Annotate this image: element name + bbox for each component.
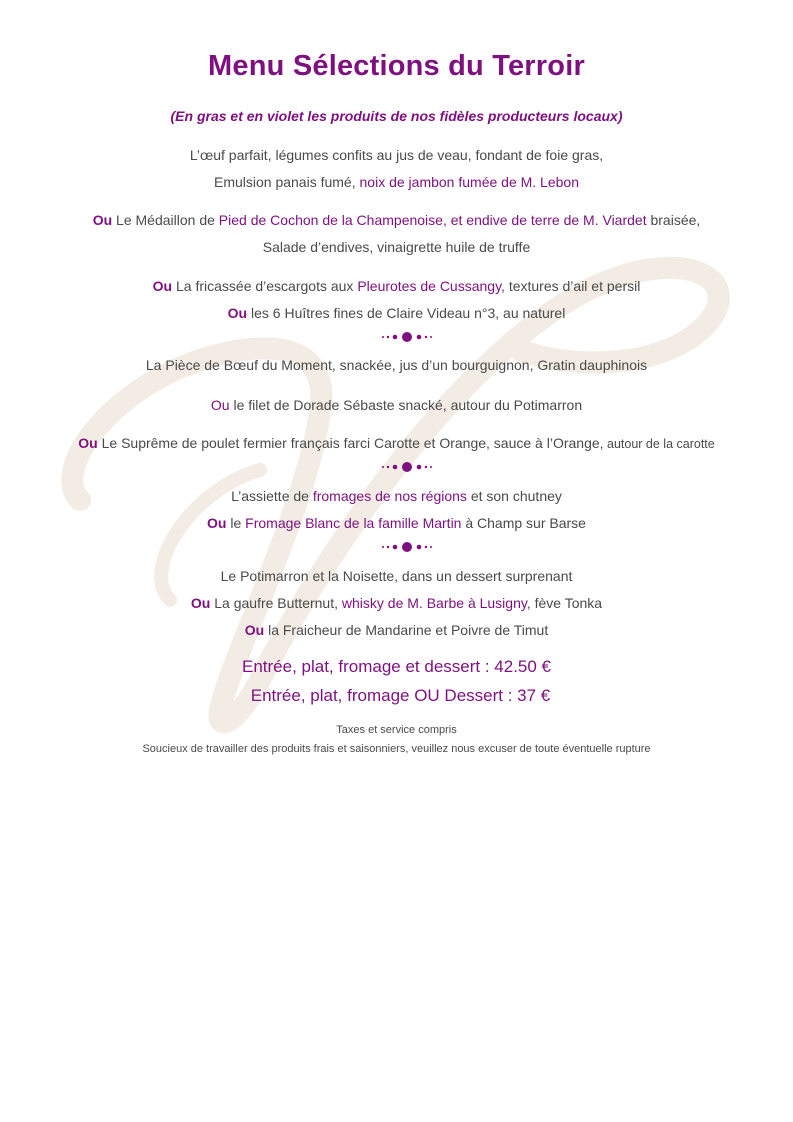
ou-label: Ou <box>210 397 230 413</box>
main-3-garnish: autour de la carotte <box>603 437 715 451</box>
main-1: La Pièce de Bœuf du Moment, snackée, jus d’un bourguignon, Gratin dauphinois <box>145 357 648 373</box>
dessert-2 <box>0 595 793 611</box>
cheese-1-local-product: fromages de nos régions <box>312 488 467 504</box>
ou-label: Ou <box>78 435 98 451</box>
taxes-note: Taxes et service compris <box>336 724 457 736</box>
cheese-2-text-a: le <box>226 515 246 531</box>
cheese-1 <box>0 488 793 504</box>
dessert-1: Le Potimarron et la Noisette, dans un dessert surprenant <box>220 568 573 584</box>
ou-label: Ou <box>244 622 265 638</box>
availability-note: Soucieux de travailler des produits frais et saisonniers, veuillez nous excuser de toute éventuelle rupture <box>142 743 651 755</box>
dessert-2-text-a: La gaufre Butternut, <box>210 595 342 611</box>
subtitle: (En gras et en violet les produits de nos fidèles producteurs locaux) <box>170 108 623 124</box>
starter-3-text-a: La fricassée d’escargots aux <box>172 278 358 294</box>
starter-1-text: Emulsion panais fumé, <box>213 174 360 190</box>
separator-ornament <box>381 331 433 343</box>
cheese-2 <box>0 515 793 531</box>
separator-ornament <box>381 461 433 473</box>
starter-3-text-c: , textures d’ail et persil <box>501 278 641 294</box>
main-2-text: le filet de Dorade Sébaste snacké, autour du Potimarron <box>229 397 583 413</box>
dessert-3-text: la Fraicheur de Mandarine et Poivre de Timut <box>264 622 549 638</box>
ou-label: Ou <box>227 305 248 321</box>
ou-label: Ou <box>190 595 211 611</box>
starter-1-line-1: L’œuf parfait, légumes confits au jus de veau, fondant de foie gras, <box>189 147 604 163</box>
starter-1-local-product: noix de jambon fumée de M. Lebon <box>359 174 579 190</box>
main-3 <box>0 435 793 451</box>
starter-2-line-1 <box>0 212 793 228</box>
page-title: Menu Sélections du Terroir <box>208 50 585 82</box>
starter-1-line-2 <box>0 174 793 190</box>
starter-4-text: les 6 Huîtres fines de Claire Videau n°3, au naturel <box>247 305 566 321</box>
starter-2-line-2: Salade d’endives, vinaigrette huile de truffe <box>262 239 531 255</box>
starter-2-text-a: Le Médaillon de <box>112 212 219 228</box>
starter-3 <box>0 278 793 294</box>
dessert-2-text-c: , fève Tonka <box>526 595 603 611</box>
starter-4 <box>0 305 793 321</box>
cheese-2-text-c: à Champ sur Barse <box>461 515 586 531</box>
dessert-2-local-product: whisky de M. Barbe à Lusigny <box>341 595 527 611</box>
ou-label: Ou <box>152 278 173 294</box>
price-short-menu: Entrée, plat, fromage OU Dessert : 37 € <box>250 686 551 705</box>
cheese-1-text-c: et son chutney <box>466 488 562 504</box>
cheese-2-local-product: Fromage Blanc de la famille Martin <box>245 515 462 531</box>
starter-3-local-product: Pleurotes de Cussangy <box>357 278 502 294</box>
separator-ornament <box>381 541 433 553</box>
dessert-3 <box>0 622 793 638</box>
ou-label: Ou <box>207 515 227 531</box>
starter-2-text-c: braisée, <box>646 212 701 228</box>
main-3-text: Le Suprême de poulet fermier français farci Carotte et Orange, sauce à l’Orange, <box>97 435 604 451</box>
main-2 <box>0 397 793 413</box>
ou-label: Ou <box>92 212 113 228</box>
cheese-1-text-a: L’assiette de <box>231 488 313 504</box>
starter-2-local-product: Pied de Cochon de la Champenoise, et endive de terre de M. Viardet <box>218 212 647 228</box>
price-full-menu: Entrée, plat, fromage et dessert : 42.50 € <box>241 657 551 676</box>
